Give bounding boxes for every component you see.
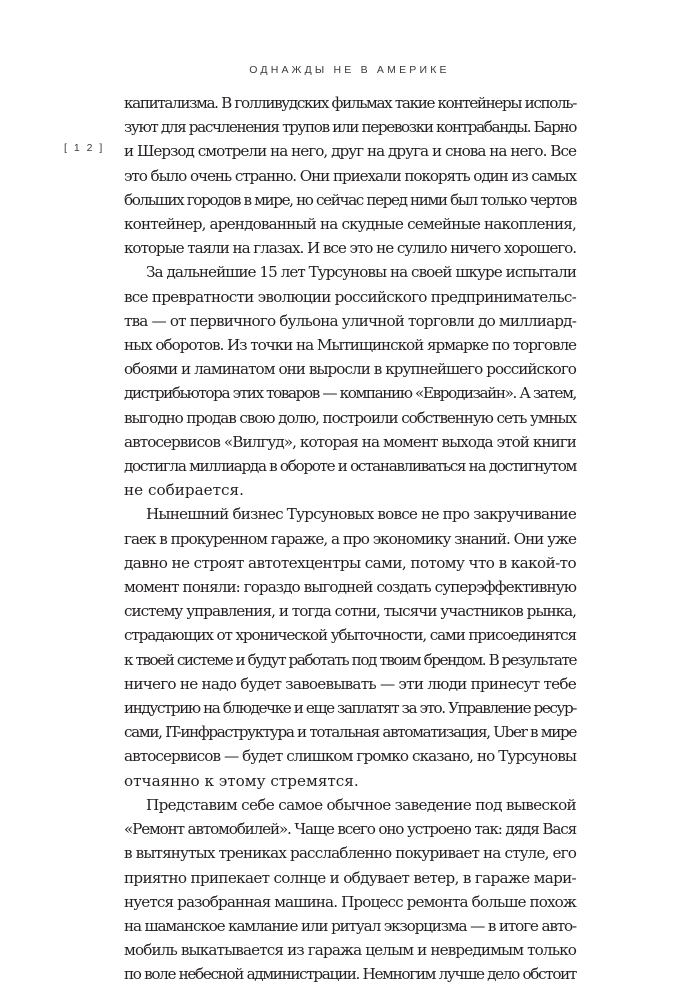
text-line: на шаманское камлание или ритуал экзорцизма — в итоге авто- <box>124 916 576 935</box>
text-line: дистрибьютора этих товаров — компанию «Евродизайн». А затем, <box>124 384 576 403</box>
text-line: страдающих от хронической убыточности, сами присоединятся <box>124 626 576 645</box>
text-line: капитализма. В голливудских фильмах такие контейнеры исполь- <box>124 94 576 112</box>
text-line: ничего не надо будет завоевывать — эти люди принесут тебе <box>124 674 576 693</box>
text-line: ных оборотов. Из точки на Мытищинской ярмарке по торговле <box>124 336 576 355</box>
text-line: «Ремонт автомобилей». Чаще всего оно устроено так: дядя Вася <box>124 820 576 839</box>
page-number: [ 1 2 ] <box>64 142 105 154</box>
text-line: индустрию на блюдечке и еще заплатят за это. Управление ресур- <box>124 699 576 718</box>
text-line: тва — от первичного бульона уличной торговли до миллиард- <box>124 311 576 330</box>
text-line: все превратности эволюции российского предпринимательс- <box>124 287 576 306</box>
text-line: выгодно продав свою долю, построили собственную сеть умных <box>124 408 576 427</box>
text-line: За дальнейшие 15 лет Турсуновы на своей шкуре испытали <box>146 263 576 282</box>
body-text <box>124 91 576 987</box>
text-line: гаек в прокуренном гараже, а про экономику знаний. Они уже <box>124 529 576 548</box>
paragraph-4 <box>124 793 576 987</box>
text-line: давно не строят автотехцентры сами, потому что в какой-то <box>124 553 576 572</box>
text-line: в вытянутых трениках расслабленно покуривает на стуле, его <box>124 844 576 863</box>
text-line: больших городов в мире, но сейчас перед ними был только чертов <box>124 190 576 209</box>
text-line: по воле небесной администрации. Немногим лучше дело обстоит <box>124 965 576 984</box>
text-line: обоями и ламинатом они выросли в крупнейшего российского <box>124 360 576 379</box>
text-line: контейнер, арендованный на скудные семейные накопления, <box>124 215 576 234</box>
text-line: не собирается. <box>124 481 244 500</box>
paragraph-1 <box>124 91 576 260</box>
text-line: и Шерзод смотрели на него, друг на друга и снова на него. Все <box>124 142 576 161</box>
text-line: зуют для расчленения трупов или перевозки контрабанды. Барно <box>124 118 576 137</box>
text-line: Представим себе самое обычное заведение под вывеской <box>146 795 576 814</box>
text-line: нуется разобранная машина. Процесс ремонта больше похож <box>124 892 576 911</box>
text-line: мобиль выкатывается из гаража целым и невредимым только <box>124 941 576 960</box>
text-line: которые таяли на глазах. И все это не сулило ничего хорошего. <box>124 239 576 258</box>
text-line: это было очень странно. Они приехали покорять один из самых <box>124 166 576 185</box>
text-line: автосервисов — будет слишком громко сказано, но Турсуновы <box>124 747 576 766</box>
paragraph-2 <box>124 260 576 502</box>
text-line: к твоей системе и будут работать под твоим брендом. В результате <box>124 650 576 669</box>
text-line: автосервисов «Вилгуд», которая на момент выхода этой книги <box>124 432 576 451</box>
text-line: отчаянно к этому стремятся. <box>124 771 359 790</box>
text-line: момент поняли: гораздо выгодней создать суперэффективную <box>124 578 576 597</box>
text-line: приятно припекает солнце и обдувает ветер, в гараже мари- <box>124 868 576 887</box>
paragraph-3 <box>124 502 576 792</box>
text-line: систему управления, и тогда сотни, тысячи участников рынка, <box>124 602 576 621</box>
running-head: ОДНАЖДЫ НЕ В АМЕРИКЕ <box>249 64 450 76</box>
text-line: Нынешний бизнес Турсуновых вовсе не про закручивание <box>146 505 576 524</box>
text-line: достигла миллиарда в обороте и останавливаться на достигнутом <box>124 457 576 476</box>
text-line: сами, IT-инфраструктура и тотальная автоматизация, Uber в мире <box>124 723 576 742</box>
